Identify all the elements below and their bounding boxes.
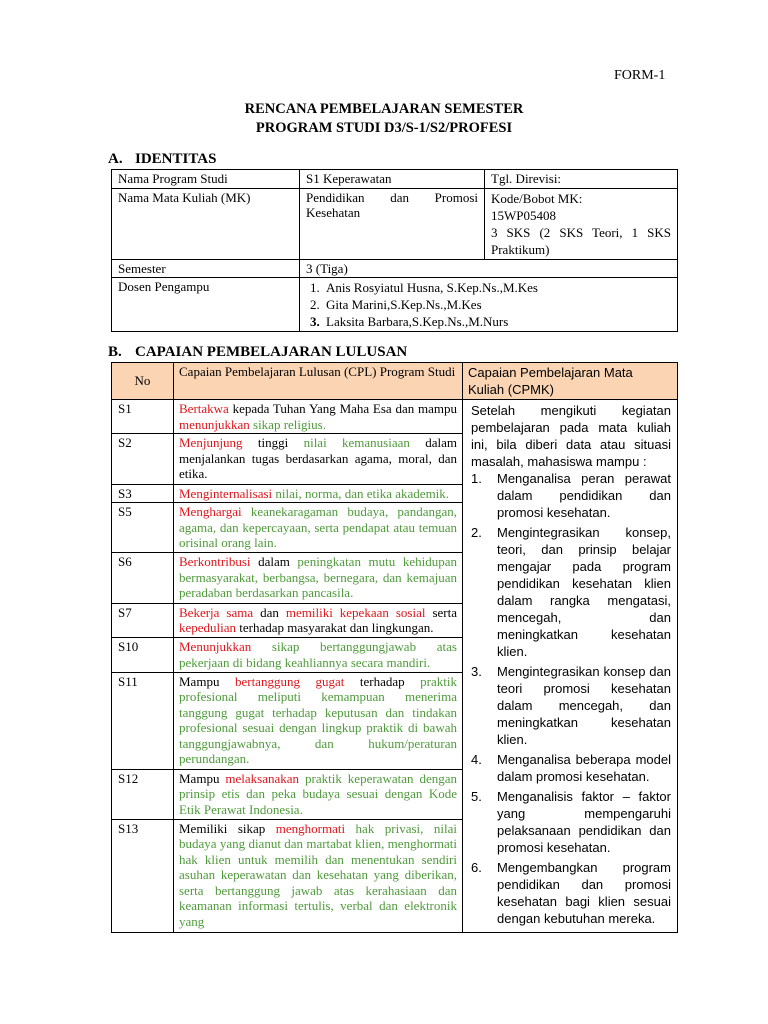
table-header-row xyxy=(112,363,678,400)
list-item xyxy=(471,663,671,748)
list-number: 3. xyxy=(471,664,482,679)
cpl-text-segment: Menginternalisasi xyxy=(179,485,273,501)
cpl-text-segment: peningkatan mutu kehidupan bermasyarakat, berbangsa, bernegara, dan kemajuan peradaban berdasarkan pancasila. xyxy=(179,554,457,601)
cpl-text-segment: sikap religius. xyxy=(249,416,326,432)
prodi-value: S1 Keperawatan xyxy=(300,170,485,189)
revisi-label: Tgl. Direvisi: xyxy=(485,170,678,189)
mk-label: Nama Mata Kuliah (MK) xyxy=(112,188,300,259)
cpl-text xyxy=(174,503,463,553)
prodi-label: Nama Program Studi xyxy=(112,170,300,189)
dosen-name: Gita Marini,S.Kep.Ns.,M.Kes xyxy=(326,297,482,312)
cpl-table xyxy=(111,362,678,933)
list-number: 2. xyxy=(310,297,320,312)
cpl-text-segment: praktik profesional meliputi kemampuan menerima tanggung gugat terhadap keputusan dan tindakan profesional sesuai dengan lingkup praktik di bawah tanggungjawabnya, dan hukum/peraturan perundangan. xyxy=(179,673,457,767)
cpl-code: S10 xyxy=(112,638,174,672)
list-number: 3. xyxy=(310,314,320,329)
cpl-text-segment: tinggi xyxy=(242,435,304,451)
cpmk-item-text: Mengintegrasikan konsep dan teori promosi kesehatan dalam mencegah, dan meningkatkan kesehatan klien. xyxy=(497,664,671,747)
cpl-text-segment: dalam menjalankan tugas berdasarkan agama, moral, dan etika. xyxy=(179,435,457,482)
cpl-text-segment: sikap bertanggungjawab atas pekerjaan di bidang keahliannya secara mandiri. xyxy=(179,639,457,670)
list-item xyxy=(471,859,671,927)
list-number: 2. xyxy=(471,525,482,540)
document-title xyxy=(0,100,768,138)
table-row xyxy=(112,188,678,259)
cpl-text xyxy=(174,553,463,603)
list-item xyxy=(471,751,671,785)
list-item xyxy=(471,524,671,660)
dosen-name: Laksita Barbara,S.Kep.Ns.,M.Nurs xyxy=(326,314,509,329)
cpl-text-segment: memiliki kepekaan sosial xyxy=(285,604,426,620)
header-cpl: Capaian Pembelajaran Lulusan (CPL) Program Studi xyxy=(174,363,463,400)
dosen-name: Anis Rosyiatul Husna, S.Kep.Ns.,M.Kes xyxy=(326,280,538,295)
cpl-code: S12 xyxy=(112,769,174,819)
cpl-text-segment: dan xyxy=(253,604,286,620)
cpmk-item-text: Menganalisa peran perawat dalam pendidikan dan promosi kesehatan. xyxy=(497,471,671,520)
cpl-text-segment: melaksanakan xyxy=(225,770,300,786)
cpl-text-segment: terhadap masyarakat dan lingkungan. xyxy=(236,620,434,636)
list-number: 5. xyxy=(471,789,482,804)
cpl-text-segment: bertanggung gugat xyxy=(234,673,345,689)
cpl-code: S5 xyxy=(112,503,174,553)
section-b-heading xyxy=(108,344,407,361)
kode-cell xyxy=(485,188,678,259)
cpl-text xyxy=(174,484,463,503)
section-a-letter: A. xyxy=(108,151,123,167)
section-a-heading xyxy=(108,151,216,168)
cpl-code: S7 xyxy=(112,603,174,637)
section-b-title: CAPAIAN PEMBELAJARAN LULUSAN xyxy=(135,344,408,360)
cpl-text-segment: praktik keperawatan dengan prinsip etis dan peka budaya sesuai dengan Kode Etik Perawat Indonesia. xyxy=(179,770,457,817)
cpmk-cell xyxy=(463,400,678,933)
cpl-text-segment: Memiliki sikap xyxy=(179,820,276,836)
cpl-text-segment: kepada Tuhan Yang Maha Esa dan mampu xyxy=(228,401,457,416)
cpl-text-segment: Menjunjung xyxy=(179,435,243,451)
list-number: 6. xyxy=(471,860,482,875)
list-number: 1. xyxy=(310,280,320,295)
dosen-label: Dosen Pengampu xyxy=(112,278,300,332)
sks-value: 3 SKS (2 SKS Teori, 1 SKS Praktikum) xyxy=(491,224,671,257)
dosen-list xyxy=(306,279,671,330)
cpl-text-segment: Mampu xyxy=(179,770,226,786)
cpl-text-segment: hak privasi, nilai budaya yang dianut dan martabat klien, menghormati hak klien untuk memilih dan menentukan sendiri asuhan keperawatan dan kesehatan yang diberikan, serta bertanggung jawab atas kerahasiaan dan keamanan informasi tertulis, verbal dan elektronik yang xyxy=(179,820,457,929)
cpl-text xyxy=(174,603,463,637)
list-item xyxy=(306,279,671,296)
cpl-text xyxy=(174,672,463,769)
header-no: No xyxy=(112,363,174,400)
table-row xyxy=(112,259,678,278)
cpl-text-segment: Menghargai xyxy=(179,504,242,520)
cpl-code: S2 xyxy=(112,434,174,484)
title-line-2: PROGRAM STUDI D3/S-1/S2/PROFESI xyxy=(255,120,513,136)
cpl-text xyxy=(174,819,463,932)
cpmk-intro: Setelah mengikuti kegiatan pembelajaran pada mata kuliah ini, bila diberi data atau situasi masalah, mahasiswa mampu : xyxy=(471,403,671,469)
cpl-text-segment: Mampu xyxy=(179,673,235,689)
table-row xyxy=(112,170,678,189)
dosen-list-cell xyxy=(300,278,678,332)
list-item xyxy=(471,788,671,856)
list-item xyxy=(306,313,671,330)
cpl-code: S13 xyxy=(112,819,174,932)
cpmk-item-text: Mengintegrasikan konsep, teori, dan prinsip belajar mengajar pada program pendidikan kesehatan klien dalam rangka mengatasi, mencegah, dan meningkatkan kesehatan klien. xyxy=(497,525,671,659)
cpl-text-segment: dalam xyxy=(250,554,298,570)
cpmk-item-text: Mengembangkan program pendidikan dan promosi kesehatan bagi klien sesuai dengan kebutuhan mereka. xyxy=(497,860,671,926)
table-row xyxy=(112,278,678,332)
cpmk-list xyxy=(471,470,671,927)
cpl-text-segment: Berkontribusi xyxy=(179,554,251,570)
cpl-text-segment: Menunjukkan xyxy=(179,639,252,655)
cpl-text-segment: kepedulian xyxy=(179,620,237,636)
cpl-text xyxy=(174,638,463,672)
mk-value: Pendidikan dan Promosi Kesehatan xyxy=(300,188,485,259)
cpl-code: S1 xyxy=(112,400,174,434)
list-number: 4. xyxy=(471,752,482,767)
cpl-text-segment: Bekerja sama xyxy=(179,604,254,620)
cpl-code: S6 xyxy=(112,553,174,603)
list-item xyxy=(471,470,671,521)
cpl-text xyxy=(174,434,463,484)
cpl-text-segment: menunjukkan xyxy=(179,416,250,432)
semester-value: 3 (Tiga) xyxy=(300,259,678,278)
section-b-letter: B. xyxy=(108,344,122,360)
form-number: FORM-1 xyxy=(614,68,666,83)
list-number: 1. xyxy=(471,471,482,486)
cpl-text-segment: nilai, norma, dan etika akademik. xyxy=(272,485,450,501)
cpl-text-segment: Bertakwa xyxy=(179,401,229,416)
cpl-text-segment: nilai kemanusiaan xyxy=(303,435,410,451)
table-row xyxy=(112,400,678,434)
kode-value: 15WP05408 xyxy=(491,207,556,223)
cpl-text xyxy=(174,400,463,434)
header-cpmk: Capaian Pembelajaran Mata Kuliah (CPMK) xyxy=(463,363,678,400)
cpmk-item-text: Menganalisis faktor – faktor yang mempengaruhi pelaksanaan pendidikan dan promosi kesehatan. xyxy=(497,789,671,855)
list-item xyxy=(306,296,671,313)
title-line-1: RENCANA PEMBELAJARAN SEMESTER xyxy=(244,101,524,117)
cpl-text-segment: terhadap xyxy=(344,673,421,689)
cpl-text-segment: serta xyxy=(425,604,457,620)
cpmk-item-text: Menganalisa beberapa model dalam promosi kesehatan. xyxy=(497,752,671,784)
semester-label: Semester xyxy=(112,259,300,278)
kode-label: Kode/Bobot MK: xyxy=(491,190,583,206)
section-a-title: IDENTITAS xyxy=(135,151,217,167)
cpl-code: S11 xyxy=(112,672,174,769)
identitas-table xyxy=(111,169,678,332)
cpl-text-segment: menghormati xyxy=(275,820,346,836)
cpl-text xyxy=(174,769,463,819)
cpl-text-segment: keanekaragaman budaya, pandangan, agama, dan kepercayaan, serta pendapat atau temuan orisinal orang lain. xyxy=(179,504,457,551)
cpl-code: S3 xyxy=(112,484,174,503)
